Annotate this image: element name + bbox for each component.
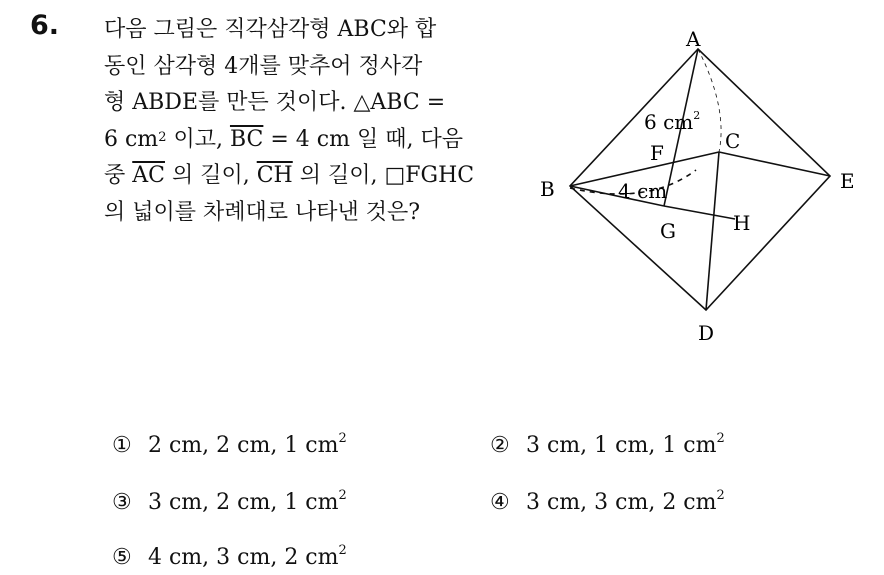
label-e: E: [840, 169, 855, 193]
choice-3[interactable]: [112, 490, 347, 515]
choice-1-marker: ①: [112, 433, 132, 458]
choice-1-exponent: 2: [338, 431, 347, 446]
question-line-6: 의 넓이를 차례대로 나타낸 것은?: [104, 199, 421, 225]
question-line-1: 다음 그림은 직각삼각형 ABC와 합: [104, 17, 437, 42]
choice-5-text: 4 cm, 3 cm, 2 cm: [148, 545, 339, 570]
choice-5-exponent: 2: [338, 543, 347, 558]
line-5-mid: 의 길이,: [164, 163, 257, 188]
question-line-2: 동인 삼각형 4개를 맞추어 정사각: [104, 53, 423, 79]
segment-ac: $\overline{AC}$: [132, 163, 165, 188]
area-value: 6 cm: [104, 126, 159, 152]
square-figure: [528, 28, 868, 358]
choice-2-text: 3 cm, 1 cm, 1 cm: [526, 433, 717, 458]
label-d: D: [698, 321, 715, 345]
area-exponent: 2: [158, 129, 167, 145]
segment-g-h: [664, 206, 735, 219]
label-a: A: [686, 28, 701, 51]
choice-4-marker: ④: [490, 490, 510, 515]
choice-3-marker: ③: [112, 490, 132, 515]
choice-1[interactable]: [112, 433, 347, 458]
label-f: F: [650, 141, 664, 165]
choice-1-text: 2 cm, 2 cm, 1 cm: [148, 433, 339, 458]
choice-3-text: 3 cm, 2 cm, 1 cm: [148, 490, 339, 515]
line-5-start: 중: [104, 163, 133, 188]
question-number: 6.: [30, 10, 60, 41]
label-c: C: [725, 129, 741, 153]
question-line-5: [104, 158, 504, 195]
ac-dashed-arc: [698, 49, 721, 152]
label-b: B: [540, 177, 555, 201]
segment-c-h-d: [706, 152, 719, 310]
label-g: G: [660, 219, 676, 243]
question-text: [104, 12, 504, 231]
label-h: H: [733, 211, 751, 235]
outer-square: [570, 49, 830, 310]
line-4-end: = 4 cm 일 때, 다음: [263, 126, 463, 152]
choice-4-exponent: 2: [716, 488, 725, 503]
segment-c-e: [719, 152, 830, 176]
choice-2-exponent: 2: [716, 431, 725, 446]
question-line-4: [104, 122, 504, 159]
choice-2[interactable]: [490, 433, 725, 458]
choice-2-marker: ②: [490, 433, 510, 458]
choice-4-text: 3 cm, 3 cm, 2 cm: [526, 490, 717, 515]
area-label: 6 $cm^2$: [644, 109, 701, 134]
choice-3-exponent: 2: [338, 488, 347, 503]
segment-ch: $\overline{CH}$: [256, 163, 293, 188]
line-4-mid: 이고,: [166, 126, 230, 152]
question-line-3: 형 ABDE를 만든 것이다. △ABC =: [104, 90, 446, 115]
choice-5-marker: ⑤: [112, 545, 132, 570]
length-label: 4 cm: [618, 179, 668, 203]
choice-5[interactable]: [112, 545, 347, 570]
segment-bc: $\overline{BC}$: [229, 126, 264, 152]
choice-4[interactable]: [490, 490, 725, 515]
line-5-end: 의 길이, □FGHC: [292, 163, 475, 188]
